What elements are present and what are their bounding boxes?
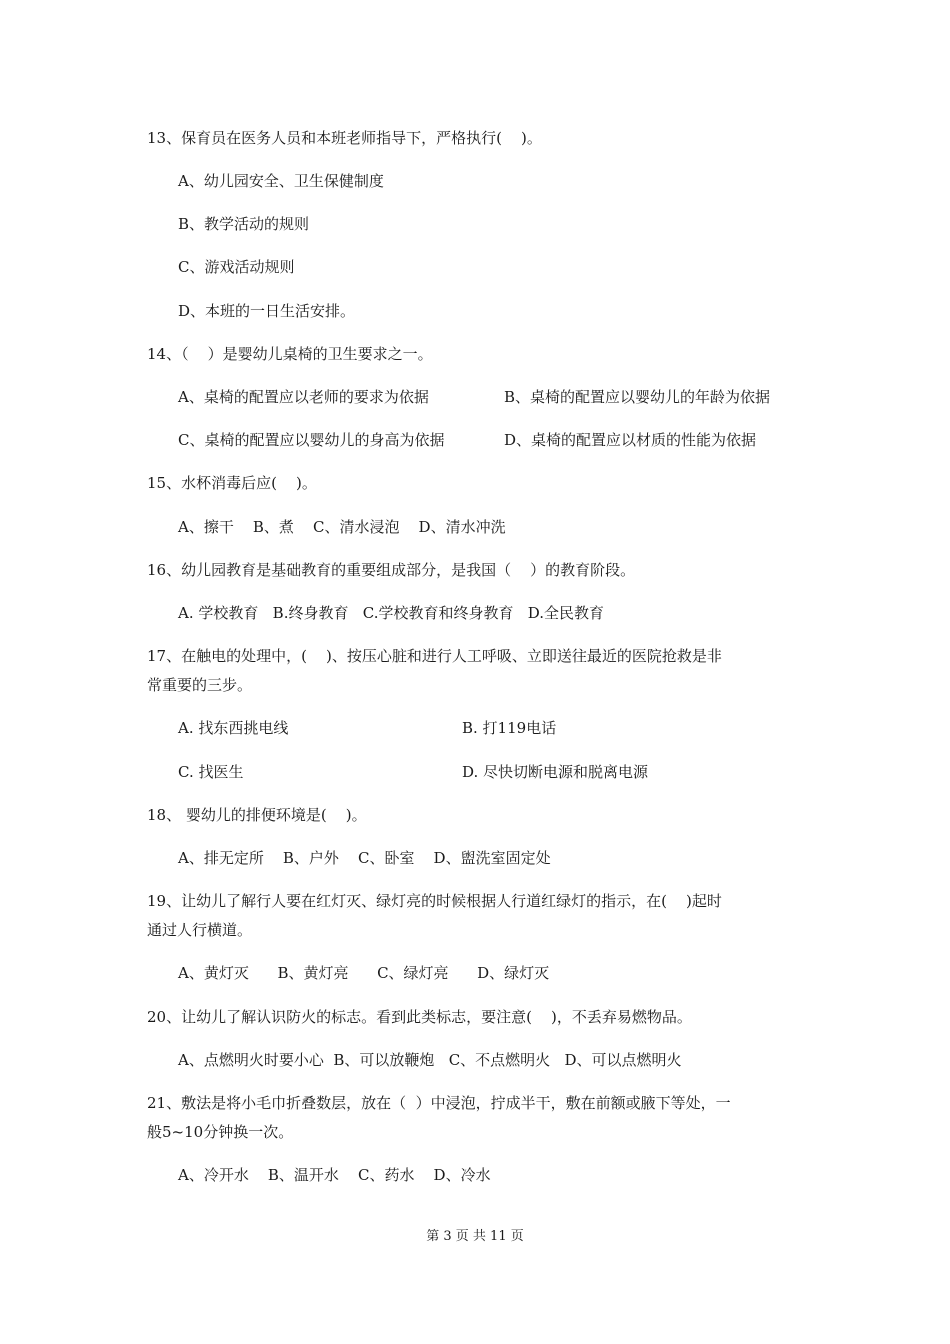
question-17-option-d: D. 尽快切断电源和脱离电源 [462,763,649,781]
question-19-stem-line-1: 19、让幼儿了解行人要在红灯灭、绿灯亮的时候根据人行道红绿灯的指示，在( )起时 [147,892,722,910]
question-17-option-c: C. 找医生 [178,763,244,781]
question-19-stem-line-2: 通过人行横道。 [147,921,253,939]
question-17-option-a: A. 找东西挑电线 [178,719,289,737]
question-18-options: A、排无定所 B、户外 C、卧室 D、盥洗室固定处 [178,849,551,867]
question-17-stem-line-1: 17、在触电的处理中，( )、按压心脏和进行人工呼吸、立即送往最近的医院抢救是非 [147,647,722,665]
question-21-stem-line-2: 般5~10分钟换一次。 [147,1123,294,1141]
question-16-options: A. 学校教育 B.终身教育 C.学校教育和终身教育 D.全民教育 [178,604,605,622]
question-13-option-b: B、教学活动的规则 [178,215,310,233]
question-14-option-a: A、桌椅的配置应以老师的要求为依据 [178,388,429,406]
question-20-stem: 20、让幼儿了解认识防火的标志。看到此类标志，要注意( )，不丢弃易燃物品。 [147,1008,692,1026]
question-20-options: A、点燃明火时要小心 B、可以放鞭炮 C、不点燃明火 D、可以点燃明火 [178,1051,682,1069]
question-17-stem-line-2: 常重要的三步。 [147,676,253,694]
question-14-option-d: D、桌椅的配置应以材质的性能为依据 [504,431,757,449]
question-17-option-b: B. 打119电话 [462,719,557,737]
question-21-stem-line-1: 21、敷法是将小毛巾折叠数层，放在（ ）中浸泡，拧成半干，敷在前额或腋下等处，一 [147,1094,731,1112]
question-13-option-c: C、游戏活动规则 [178,258,295,276]
question-16-stem: 16、幼儿园教育是基础教育的重要组成部分，是我国（ ）的教育阶段。 [147,561,636,579]
page-number-footer: 第 3 页 共 11 页 [426,1229,524,1244]
question-14-option-b: B、桌椅的配置应以婴幼儿的年龄为依据 [504,388,771,406]
question-15-stem: 15、水杯消毒后应( )。 [147,474,317,492]
question-18-stem: 18、 婴幼儿的排便环境是( )。 [147,806,367,824]
question-14-stem: 14、（ ）是婴幼儿桌椅的卫生要求之一。 [147,345,433,363]
question-14-option-c: C、桌椅的配置应以婴幼儿的身高为依据 [178,431,445,449]
question-19-options: A、黄灯灭 B、黄灯亮 C、绿灯亮 D、绿灯灭 [178,964,550,982]
question-13-stem: 13、保育员在医务人员和本班老师指导下，严格执行( )。 [147,129,542,147]
question-13-option-d: D、本班的一日生活安排。 [178,302,356,320]
question-21-options: A、冷开水 B、温开水 C、药水 D、冷水 [178,1166,491,1184]
question-15-options: A、擦干 B、煮 C、清水浸泡 D、清水冲洗 [178,518,506,536]
question-13-option-a: A、幼儿园安全、卫生保健制度 [178,172,384,190]
